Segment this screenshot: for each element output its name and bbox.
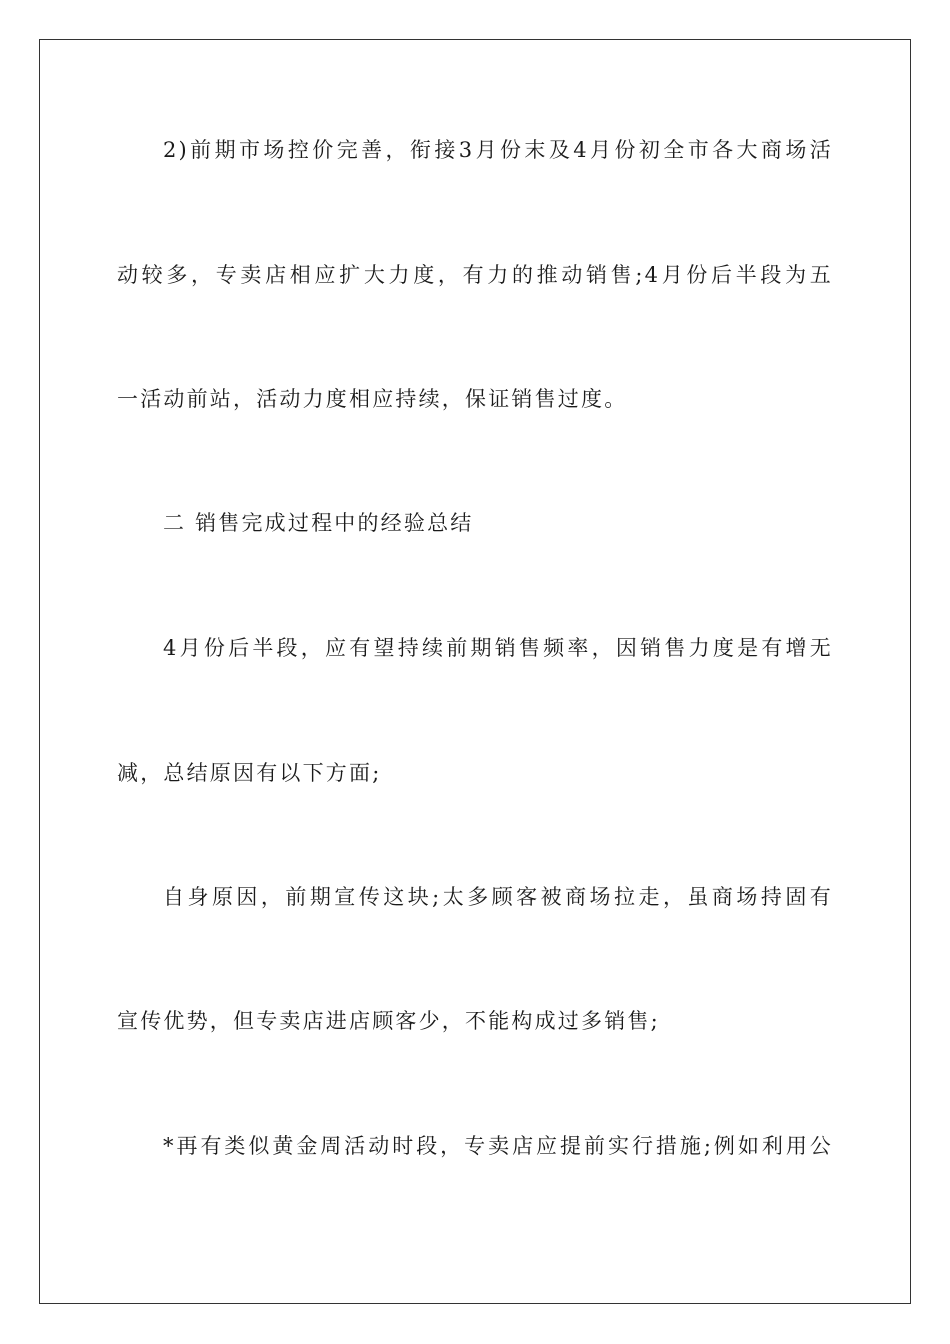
page-border xyxy=(39,39,911,1304)
paragraph-line-6: 自身原因，前期宣传这块;太多顾客被商场拉走，虽商场持固有 xyxy=(163,885,833,909)
paragraph-line-4: 4月份后半段，应有望持续前期销售频率，因销售力度是有增无 xyxy=(163,636,833,660)
paragraph-line-3: 一活动前站，活动力度相应持续，保证销售过度。 xyxy=(117,387,628,411)
paragraph-line-1: 2)前期市场控价完善，衔接3月份末及4月份初全市各大商场活 xyxy=(163,138,833,162)
paragraph-line-8: *再有类似黄金周活动时段，专卖店应提前实行措施;例如利用公 xyxy=(163,1134,833,1158)
paragraph-line-2: 动较多，专卖店相应扩大力度，有力的推动销售;4月份后半段为五 xyxy=(117,263,833,287)
section-heading: 二 销售完成过程中的经验总结 xyxy=(163,511,474,535)
paragraph-line-5: 减，总结原因有以下方面; xyxy=(117,761,382,785)
paragraph-line-7: 宣传优势，但专卖店进店顾客少，不能构成过多销售; xyxy=(117,1009,660,1033)
